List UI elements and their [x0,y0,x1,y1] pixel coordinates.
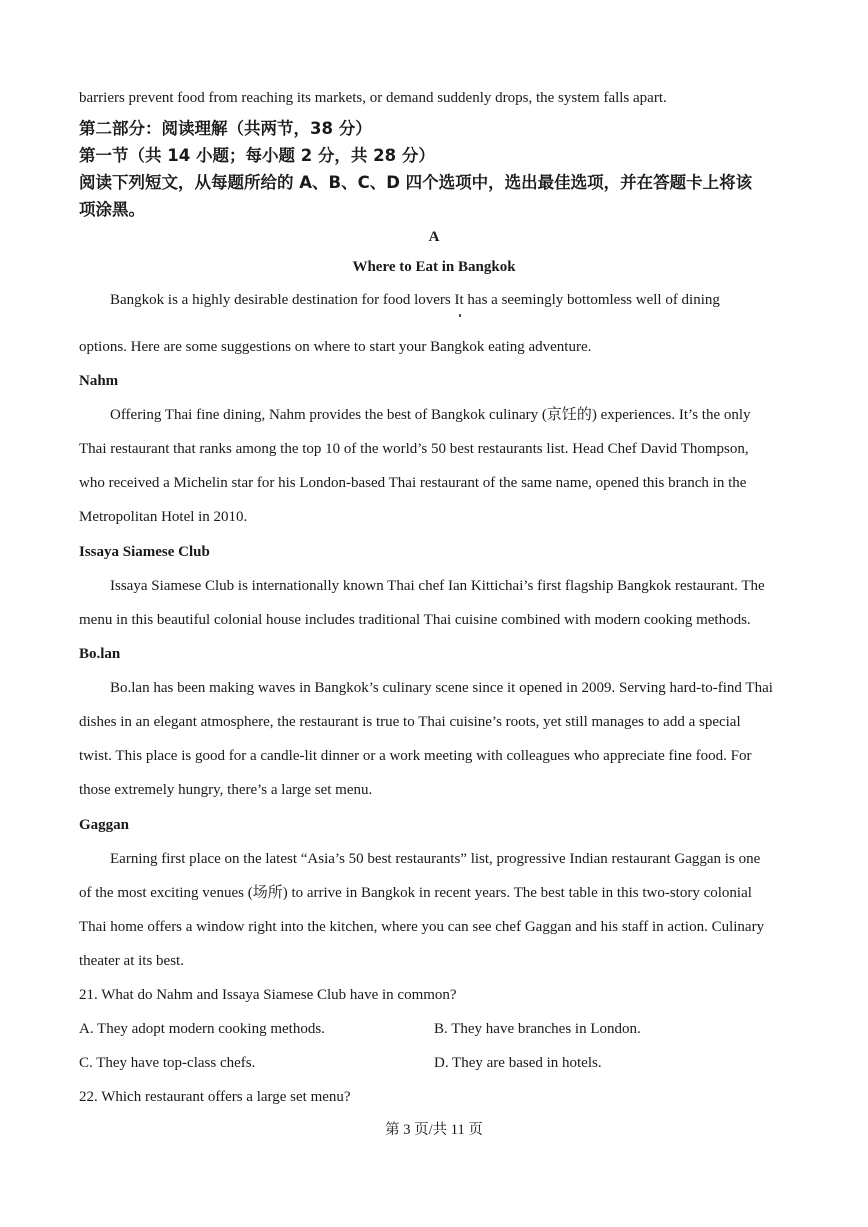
intro-line-1: Bangkok is a highly desirable destination for food lovers It has a seemingly bottomless well of dining [110,292,720,308]
nahm-line-3: who received a Michelin star for his London-based Thai restaurant of the same name, opened this branch in the [79,475,747,491]
continuation-text: barriers prevent food from reaching its markets, or demand suddenly drops, the system falls apart. [79,90,667,106]
restaurant-heading-issaya: Issaya Siamese Club [79,544,210,560]
gaggan-line-3: Thai home offers a window right into the kitchen, where you can see chef Gaggan and his staff in action. Culinary [79,919,765,935]
scan-mark [459,314,461,317]
question-21-option-d: D. They are based in hotels. [434,1055,602,1071]
restaurant-heading-bolan: Bo.lan [79,646,121,662]
restaurant-heading-nahm: Nahm [79,373,119,389]
gaggan-line-2: of the most exciting venues (场所) to arrive in Bangkok in recent years. The best table in this two-story colonial [79,885,752,901]
bolan-line-1: Bo.lan has been making waves in Bangkok’s culinary scene since it opened in 2009. Serving hard-to-find Thai [110,680,773,696]
nahm-line-2: Thai restaurant that ranks among the top 10 of the world’s 50 best restaurants list. Head Chef David Thompson, [79,441,749,457]
passage-title: Where to Eat in Bangkok [352,259,516,275]
issaya-line-1: Issaya Siamese Club is internationally known Thai chef Ian Kittichai’s first flagship Bangkok restaurant. The [110,578,765,594]
bolan-line-3: twist. This place is good for a candle-lit dinner or a work meeting with colleagues who appreciate fine food. For [79,748,752,764]
nahm-line-1: Offering Thai fine dining, Nahm provides the best of Bangkok culinary (京饪的) experiences. It’s the only [110,407,751,423]
question-21-option-a: A. They adopt modern cooking methods. [79,1021,325,1037]
restaurant-heading-gaggan: Gaggan [79,817,130,833]
question-21-option-b: B. They have branches in London. [434,1021,641,1037]
instruction-line-2: 项涂黑。 [79,200,145,219]
issaya-line-2: menu in this beautiful colonial house includes traditional Thai cuisine combined with modern cooking methods. [79,612,751,628]
part-heading: 第二部分：阅读理解（共两节，38 分） [79,119,372,138]
bolan-line-2: dishes in an elegant atmosphere, the restaurant is true to Thai cuisine’s roots, yet still manages to add a special [79,714,741,730]
question-22-stem: 22. Which restaurant offers a large set menu? [79,1089,351,1105]
section-heading: 第一节（共 14 小题；每小题 2 分，共 28 分） [79,146,435,165]
gaggan-line-1: Earning first place on the latest “Asia’s 50 best restaurants” list, progressive Indian restaurant Gaggan is one [110,851,761,867]
instruction-line-1: 阅读下列短文，从每题所给的 A、B、C、D 四个选项中，选出最佳选项，并在答题卡上将该 [79,173,753,192]
page-footer: 第 3 页/共 11 页 [385,1122,483,1138]
passage-letter: A [428,229,440,245]
nahm-line-4: Metropolitan Hotel in 2010. [79,509,248,525]
question-21-stem: 21. What do Nahm and Issaya Siamese Club have in common? [79,987,457,1003]
question-21-option-c: C. They have top-class chefs. [79,1055,256,1071]
gaggan-line-4: theater at its best. [79,953,184,969]
intro-line-2: options. Here are some suggestions on where to start your Bangkok eating adventure. [79,339,592,355]
bolan-line-4: those extremely hungry, there’s a large set menu. [79,782,373,798]
